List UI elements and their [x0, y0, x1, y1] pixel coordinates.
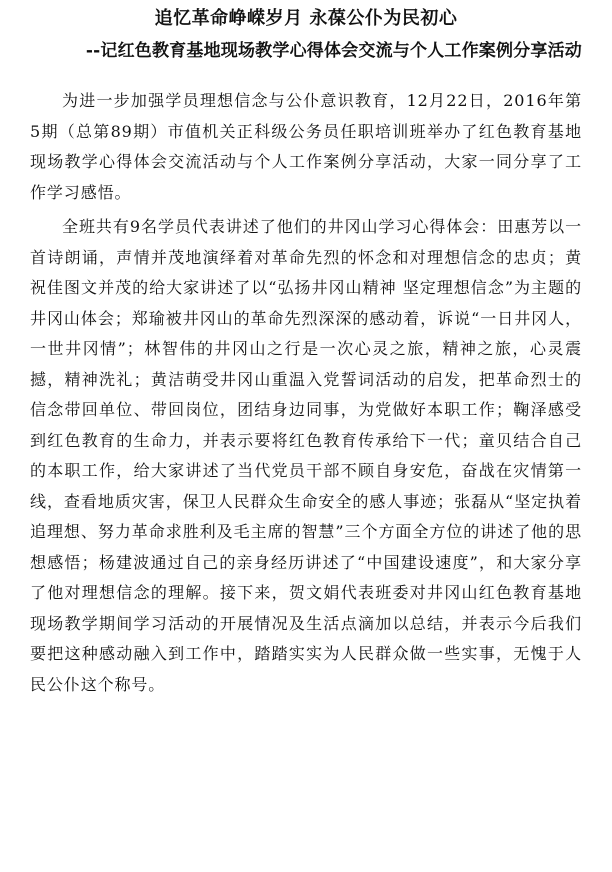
paragraph-intro: 为进一步加强学员理想信念与公仆意识教育，12月22日，2016年第5期（总第89期）市值机关正科级公务员任职培训班举办了红色教育基地现场教学心得体会交流活动与个人工作案例分享活动，大家一同分享了工作学习感悟。	[30, 91, 582, 202]
document-body	[30, 86, 582, 700]
document-subtitle: --记红色教育基地现场教学心得体会交流与个人工作案例分享活动	[85, 41, 582, 61]
document-title: 追忆革命峥嵘岁月 永葆公仆为民初心	[154, 8, 458, 29]
paragraph-details: 全班共有9名学员代表讲述了他们的井冈山学习心得体会：田惠芳以一首诗朗诵，声情并茂地演绎着对革命先烈的怀念和对理想信念的忠贞；黄祝佳图文并茂的给大家讲述了以“弘扬井冈山精神 坚定理想信念”为主题的井冈山体会；郑瑜被井冈山的革命先烈深深的感动着，诉说“一日井冈人，一世井冈情”；林智伟的井冈山之行是一次心灵之旅，精神之旅，心灵震撼，精神洗礼；黄洁萌受井冈山重温入党誓词活动的启发，把革命烈士的信念带回单位、带回岗位，团结身边同事，为党做好本职工作；鞠泽感受到红色教育的生命力，并表示要将红色教育传承给下一代；童贝结合自己的本职工作，给大家讲述了当代党员干部不顾自身安危，奋战在灾情第一线，查看地质灾害，保卫人民群众生命安全的感人事迹；张磊从“坚定执着追理想、努力革命求胜利及毛主席的智慧”三个方面全方位的讲述了他的思想感悟；杨建波通过自己的亲身经历讲述了“中国建设速度”，和大家分享了他对理想信念的理解。接下来，贺文娟代表班委对井冈山红色教育基地现场教学期间学习活动的开展情况及生活点滴加以总结，并表示今后我们要把这种感动融入到工作中，踏踏实实为人民群众做一些实事，无愧于人民公仆这个称号。	[30, 217, 582, 694]
